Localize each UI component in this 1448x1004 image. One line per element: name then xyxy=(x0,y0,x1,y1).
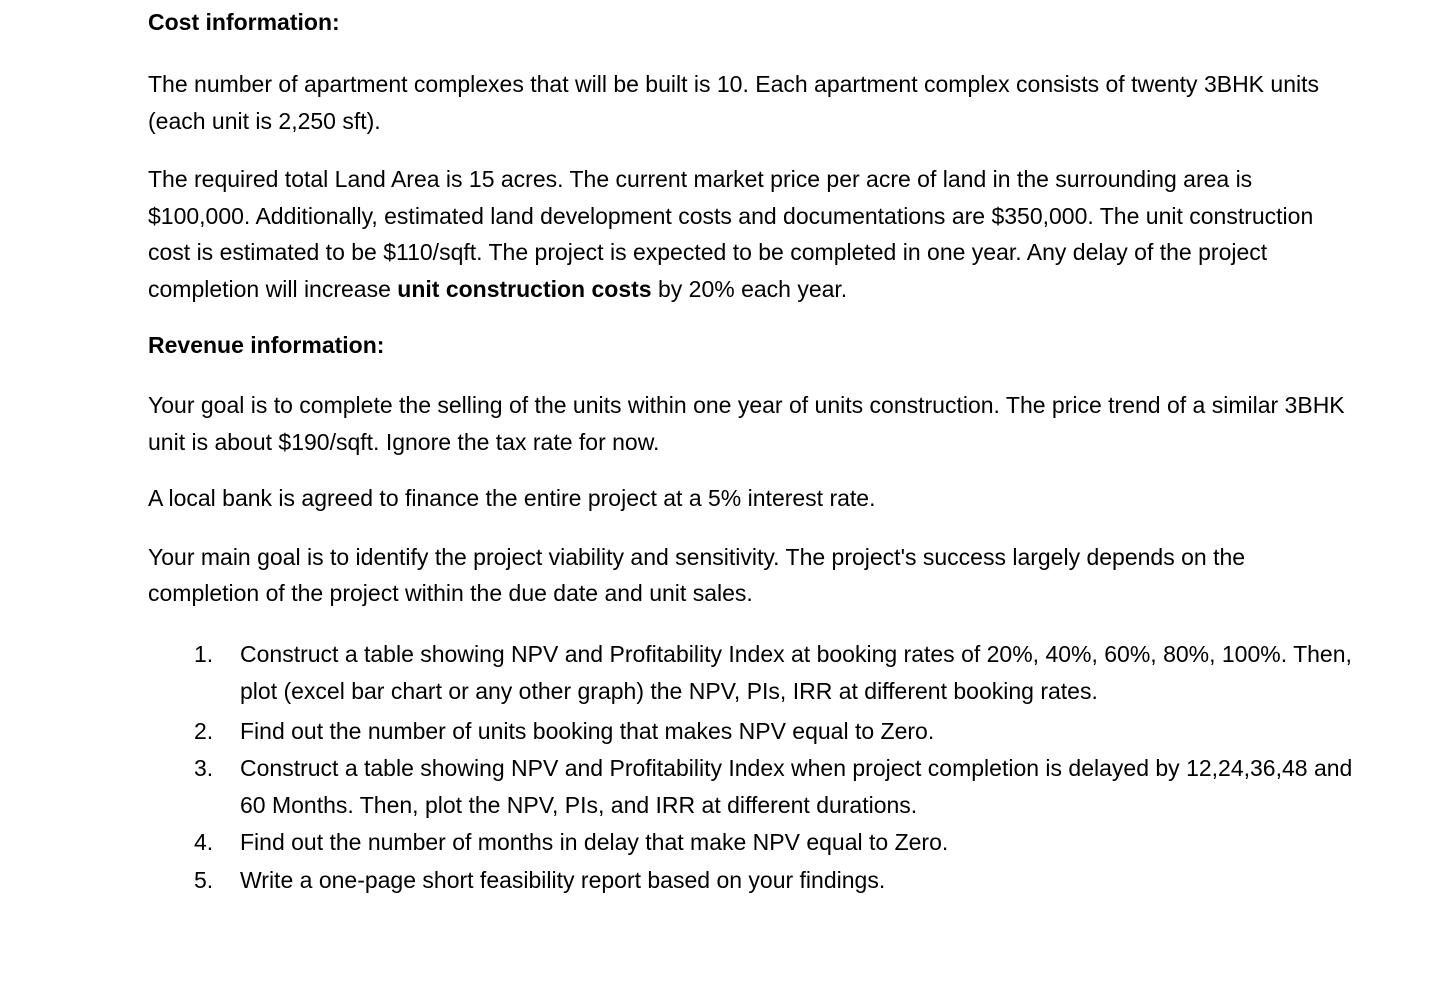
cost-paragraph-2 xyxy=(148,161,1358,307)
task-item xyxy=(148,824,1358,861)
task-number: 3. xyxy=(194,755,214,781)
task-item xyxy=(148,636,1358,712)
cost-paragraph-2-text: The required total Land Area is 15 acres. The current market price per acre of land in the surrounding area is $100,000. Additionally, estimated land development costs and documentations are $350,000. The unit construction cost is estimated to be $110/sqft. The project is expected to be completed in one year. Any delay of the project completion will increase xyxy=(148,166,1314,302)
cost-paragraph-2-tail: by 20% each year. xyxy=(651,275,848,302)
task-list xyxy=(148,636,1358,899)
revenue-paragraph-1: Your goal is to complete the selling of the units within one year of units construction. The price trend of a similar 3BHK unit is about $190/sqft. Ignore the tax rate for now. xyxy=(148,392,1345,455)
task-text: Write a one-page short feasibility report based on your findings. xyxy=(240,866,886,893)
task-text: Find out the number of months in delay that make NPV equal to Zero. xyxy=(240,829,949,855)
task-number: 1. xyxy=(194,640,214,667)
cost-information-heading: Cost information: xyxy=(148,9,340,35)
task-text: Construct a table showing NPV and Profitability Index when project completion is delayed by 12,24,36,48 and 60 Months. Then, plot the NPV, PIs, and IRR at different durations. xyxy=(240,755,1353,818)
revenue-paragraph-2: A local bank is agreed to finance the entire project at a 5% interest rate. xyxy=(148,485,876,511)
task-text: Find out the number of units booking that makes NPV equal to Zero. xyxy=(240,717,935,744)
document-page xyxy=(148,0,1358,899)
task-item xyxy=(148,713,1358,750)
task-item xyxy=(148,862,1358,899)
task-number: 5. xyxy=(194,866,214,893)
cost-paragraph-2-bold: unit construction costs xyxy=(397,275,652,302)
revenue-information-heading: Revenue information: xyxy=(148,332,385,358)
revenue-paragraph-3: Your main goal is to identify the project viability and sensitivity. The project's success largely depends on the completion of the project within the due date and unit sales. xyxy=(148,543,1246,606)
task-item xyxy=(148,750,1358,823)
task-number: 4. xyxy=(194,829,214,855)
task-text: Construct a table showing NPV and Profitability Index at booking rates of 20%, 40%, 60%, 80%, 100%. Then, plot (excel bar chart or any other graph) the NPV, PIs, IRR at different booking rates. xyxy=(240,640,1352,704)
task-number: 2. xyxy=(194,717,214,744)
cost-paragraph-1: The number of apartment complexes that will be built is 10. Each apartment complex consists of twenty 3BHK units (each unit is 2,250 sft). xyxy=(148,71,1320,134)
